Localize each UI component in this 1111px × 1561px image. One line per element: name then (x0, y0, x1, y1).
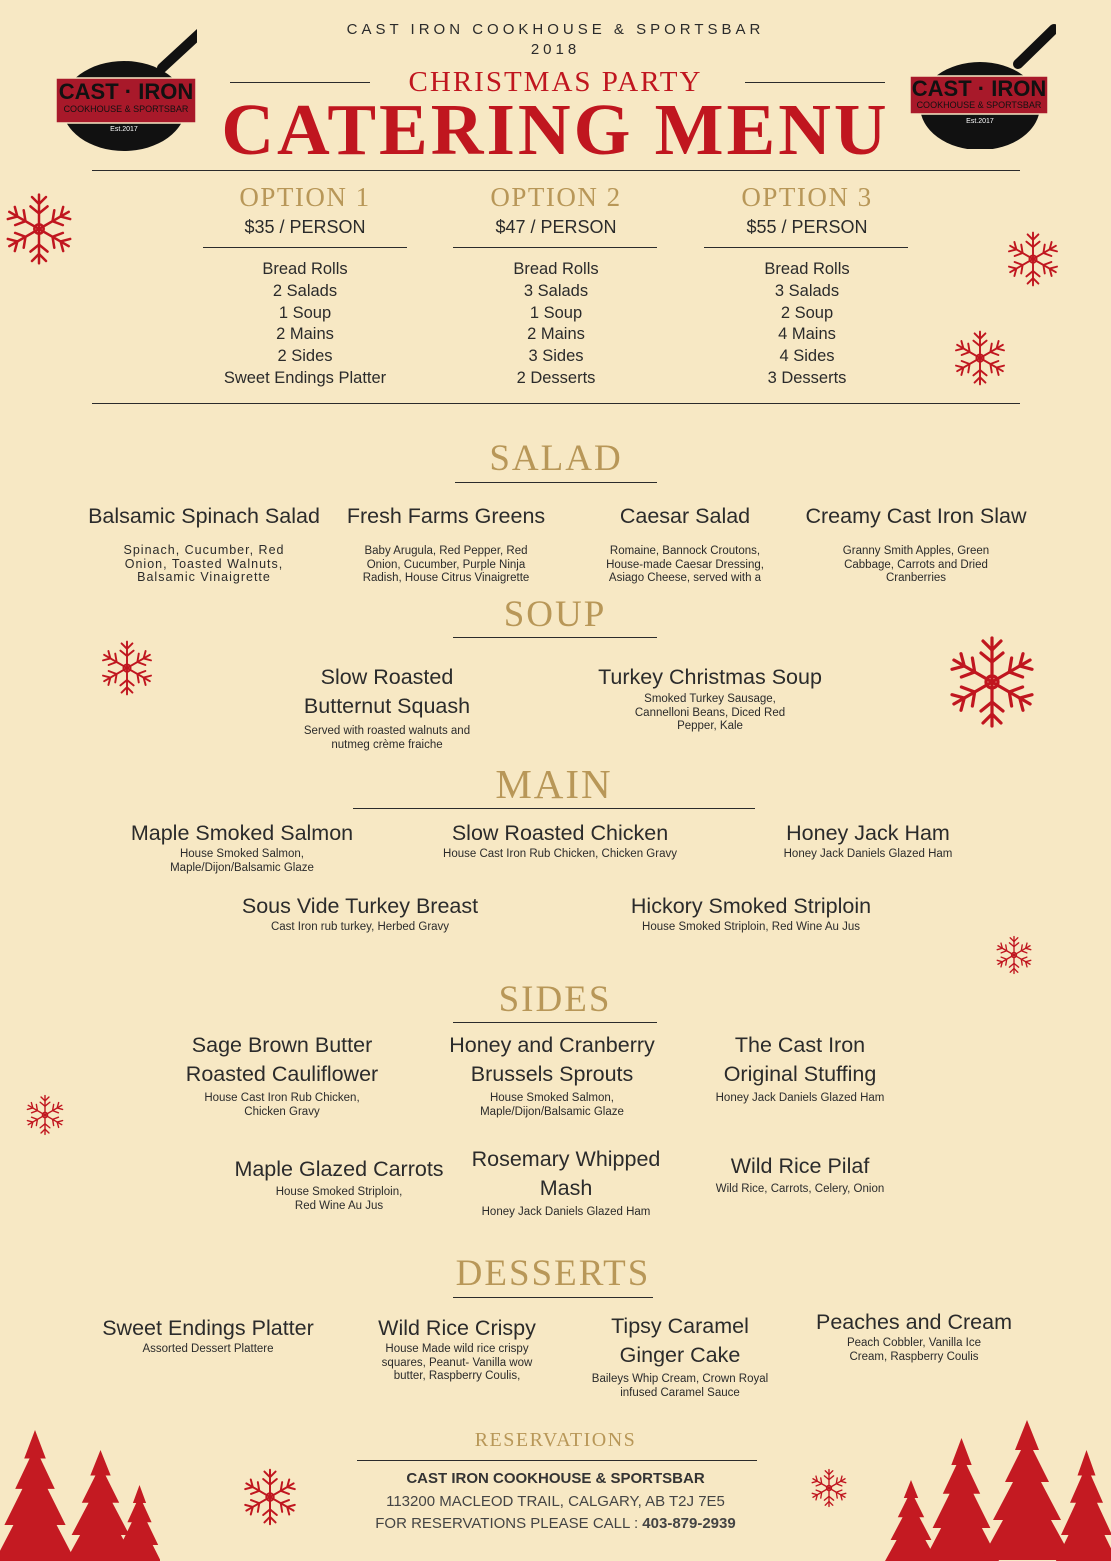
salad-item (82, 502, 326, 585)
option-1-list (200, 259, 410, 390)
option-title: OPTION 2 (490, 182, 622, 212)
salad-item (590, 502, 780, 586)
list-item: 2 Sides (277, 347, 333, 366)
list-item: 2 Desserts (516, 368, 596, 387)
logo-left-line2: COOKHOUSE & SPORTSBAR (63, 104, 189, 114)
option-3 (702, 182, 912, 238)
item-name: Maple Smoked Salmon (130, 821, 354, 845)
item-name: Fresh Farms Greens (346, 504, 546, 528)
list-item: Bread Rolls (764, 260, 850, 278)
option-title: OPTION 3 (741, 182, 873, 212)
item-name: Caesar Salad (619, 504, 751, 528)
reservations-rule (357, 1460, 757, 1461)
item-name: Sage Brown Butter Roasted Cauliflower (185, 1033, 379, 1086)
item-desc: House Smoked Striploin, Red Wine Au Jus (642, 921, 860, 933)
item-name: Peaches and Cream (816, 1310, 1012, 1334)
list-item: Bread Rolls (262, 260, 348, 278)
snowflake-icon (1003, 229, 1063, 289)
soup-rule (453, 637, 657, 638)
item-desc: Cast Iron rub turkey, Herbed Gravy (270, 921, 450, 933)
option-2-list (451, 259, 661, 390)
option-3-rule (704, 247, 908, 248)
item-desc: Romaine, Bannock Croutons, House-made Caesar Dressing, Asiago Cheese, served with a (606, 545, 764, 584)
snowflake-icon (97, 638, 157, 698)
desserts-item (88, 1314, 328, 1357)
list-item: 2 Salads (272, 281, 338, 300)
item-name: Maple Glazed Carrots (234, 1157, 444, 1181)
list-item: 4 Sides (779, 347, 835, 366)
options-divider (92, 403, 1020, 404)
sides-item (434, 1031, 670, 1119)
item-name: Sweet Endings Platter (102, 1316, 314, 1340)
section-title-main: MAIN (495, 761, 613, 807)
item-name: The Cast Iron Original Stuffing (723, 1033, 877, 1086)
header-year: 2018 (530, 41, 581, 58)
snowflake-icon (993, 934, 1035, 976)
item-desc: Granny Smith Apples, Green Cabbage, Carrots and Dried Cranberries (842, 545, 990, 584)
item-desc: Baby Arugula, Red Pepper, Red Onion, Cucumber, Purple Ninja Radish, House Citrus Vinaigrette (362, 545, 530, 584)
item-desc: Honey Jack Daniels Glazed Ham (783, 848, 953, 860)
item-desc: House Cast Iron Rub Chicken, Chicken Gravy (443, 848, 677, 860)
soup-item (287, 663, 487, 752)
item-name: Honey and Cranberry Brussels Sprouts (449, 1033, 655, 1086)
item-desc: Served with roasted walnuts and nutmeg crème fraiche (303, 725, 471, 751)
list-item: Bread Rolls (513, 260, 599, 278)
list-item: 4 Mains (778, 325, 836, 344)
list-item: 3 Salads (774, 281, 840, 300)
item-name: Honey Jack Ham (786, 821, 950, 845)
item-name: Wild Rice Crispy (378, 1316, 536, 1340)
item-desc: Honey Jack Daniels Glazed Ham (715, 1092, 885, 1104)
list-item: 1 Soup (529, 303, 583, 322)
item-name: Hickory Smoked Striploin (630, 894, 872, 918)
item-name: Creamy Cast Iron Slaw (805, 504, 1027, 528)
reservations-call-label: FOR RESERVATIONS PLEASE CALL : (375, 1515, 639, 1532)
christmas-tree-icon (881, 1420, 1111, 1561)
snowflake-icon (239, 1466, 301, 1528)
list-item: 3 Salads (523, 281, 589, 300)
section-title-sides: SIDES (498, 979, 612, 1020)
reservations-name: CAST IRON COOKHOUSE & SPORTSBAR (406, 1470, 705, 1487)
sides-item (690, 1152, 910, 1197)
option-price: $55 / PERSON (746, 217, 868, 237)
option-price: $47 / PERSON (495, 217, 617, 237)
christmas-tree-icon (0, 1430, 160, 1561)
item-desc: House Made wild rice crispy squares, Peanut- Vanilla wow butter, Raspberry Coulis, (381, 1343, 533, 1382)
snowflake-icon (950, 328, 1010, 388)
item-desc: Baileys Whip Cream, Crown Royal infused Caramel Sauce (591, 1373, 769, 1399)
salad-rule (455, 482, 657, 483)
item-desc: House Smoked Striploin, Red Wine Au Jus (275, 1186, 403, 1212)
logo-left-text (56, 80, 196, 115)
item-name: Rosemary Whipped Mash (471, 1147, 661, 1200)
page-title: CATERING MENU (221, 89, 890, 170)
item-desc: Smoked Turkey Sausage, Cannelloni Beans, Diced Red Pepper, Kale (634, 693, 786, 732)
sides-item (690, 1031, 910, 1106)
subtitle: CHRISTMAS PARTY (408, 66, 703, 98)
sides-rule (453, 1022, 657, 1023)
main-item (229, 892, 491, 935)
item-desc: Honey Jack Daniels Glazed Ham (481, 1206, 651, 1218)
snowflake-icon (23, 1093, 67, 1137)
section-title-desserts: DESSERTS (455, 1253, 651, 1294)
logo-right-line1: CAST · IRON (911, 76, 1047, 101)
main-rule (353, 808, 755, 809)
list-item: 1 Soup (278, 303, 332, 322)
item-desc: Peach Cobbler, Vanilla Ice Cream, Raspberry Coulis (846, 1337, 982, 1363)
item-desc: House Cast Iron Rub Chicken, Chicken Gravy (204, 1092, 360, 1118)
item-name: Slow Roasted Chicken (451, 821, 669, 845)
item-desc: Wild Rice, Carrots, Celery, Onion (715, 1183, 885, 1195)
section-title-soup: SOUP (503, 594, 607, 635)
item-name: Tipsy Caramel Ginger Cake (611, 1314, 749, 1367)
salad-item (800, 502, 1032, 586)
item-desc: House Smoked Salmon, Maple/Dijon/Balsamic Glaze (480, 1092, 624, 1118)
item-name: Turkey Christmas Soup (598, 665, 822, 689)
restaurant-name: CAST IRON COOKHOUSE & SPORTSBAR (346, 21, 765, 38)
reservations-title: RESERVATIONS (474, 1429, 637, 1451)
salad-item (336, 502, 556, 586)
snowflake-icon (808, 1467, 850, 1509)
main-item (112, 819, 372, 875)
option-price: $35 / PERSON (244, 217, 366, 237)
main-item (420, 819, 700, 862)
option-2-rule (453, 247, 657, 248)
desserts-item (362, 1314, 552, 1384)
option-title: OPTION 1 (239, 182, 371, 212)
section-title-salad: SALAD (489, 438, 623, 479)
item-desc: Assorted Dessert Plattere (142, 1343, 274, 1355)
desserts-item (580, 1312, 780, 1400)
list-item: Sweet Endings Platter (223, 368, 387, 387)
logo-left-est: Est.2017 (110, 126, 138, 133)
logo-right (906, 24, 1051, 144)
desserts-item (806, 1308, 1022, 1364)
list-item: 2 Mains (276, 325, 334, 344)
sides-item (162, 1031, 402, 1119)
snowflake-icon (0, 190, 78, 268)
option-3-list (702, 259, 912, 390)
item-name: Sous Vide Turkey Breast (241, 894, 479, 918)
item-name: Slow Roasted Butternut Squash (303, 665, 471, 718)
item-name: Wild Rice Pilaf (730, 1154, 870, 1178)
option-2 (451, 182, 661, 238)
snowflake-icon (942, 632, 1042, 732)
logo-right-line2: COOKHOUSE & SPORTSBAR (916, 100, 1042, 110)
item-desc: House Smoked Salmon, Maple/Dijon/Balsamic Glaze (170, 848, 314, 874)
item-name: Balsamic Spinach Salad (88, 504, 320, 528)
reservations-phone[interactable]: 403-879-2939 (642, 1515, 736, 1532)
soup-item (590, 663, 830, 734)
desserts-rule (453, 1297, 653, 1298)
option-1-rule (203, 247, 407, 248)
sides-item (456, 1145, 676, 1220)
main-item (606, 892, 896, 935)
list-item: 3 Desserts (767, 368, 847, 387)
list-item: 2 Mains (527, 325, 585, 344)
reservations-address: 113200 MACLEOD TRAIL, CALGARY, AB T2J 7E5 (386, 1493, 725, 1510)
logo-right-est: Est.2017 (966, 118, 994, 125)
logo-left (52, 28, 197, 148)
logo-right-text (910, 78, 1048, 111)
option-1 (200, 182, 410, 238)
list-item: 2 Soup (780, 303, 834, 322)
main-item (756, 819, 980, 862)
logo-left-line1: CAST · IRON (58, 79, 194, 104)
list-item: 3 Sides (528, 347, 584, 366)
header-divider (92, 170, 1020, 171)
sides-item (222, 1155, 456, 1213)
item-desc: Spinach, Cucumber, Red Onion, Toasted Walnuts, Balsamic Vinaigrette (123, 543, 285, 584)
